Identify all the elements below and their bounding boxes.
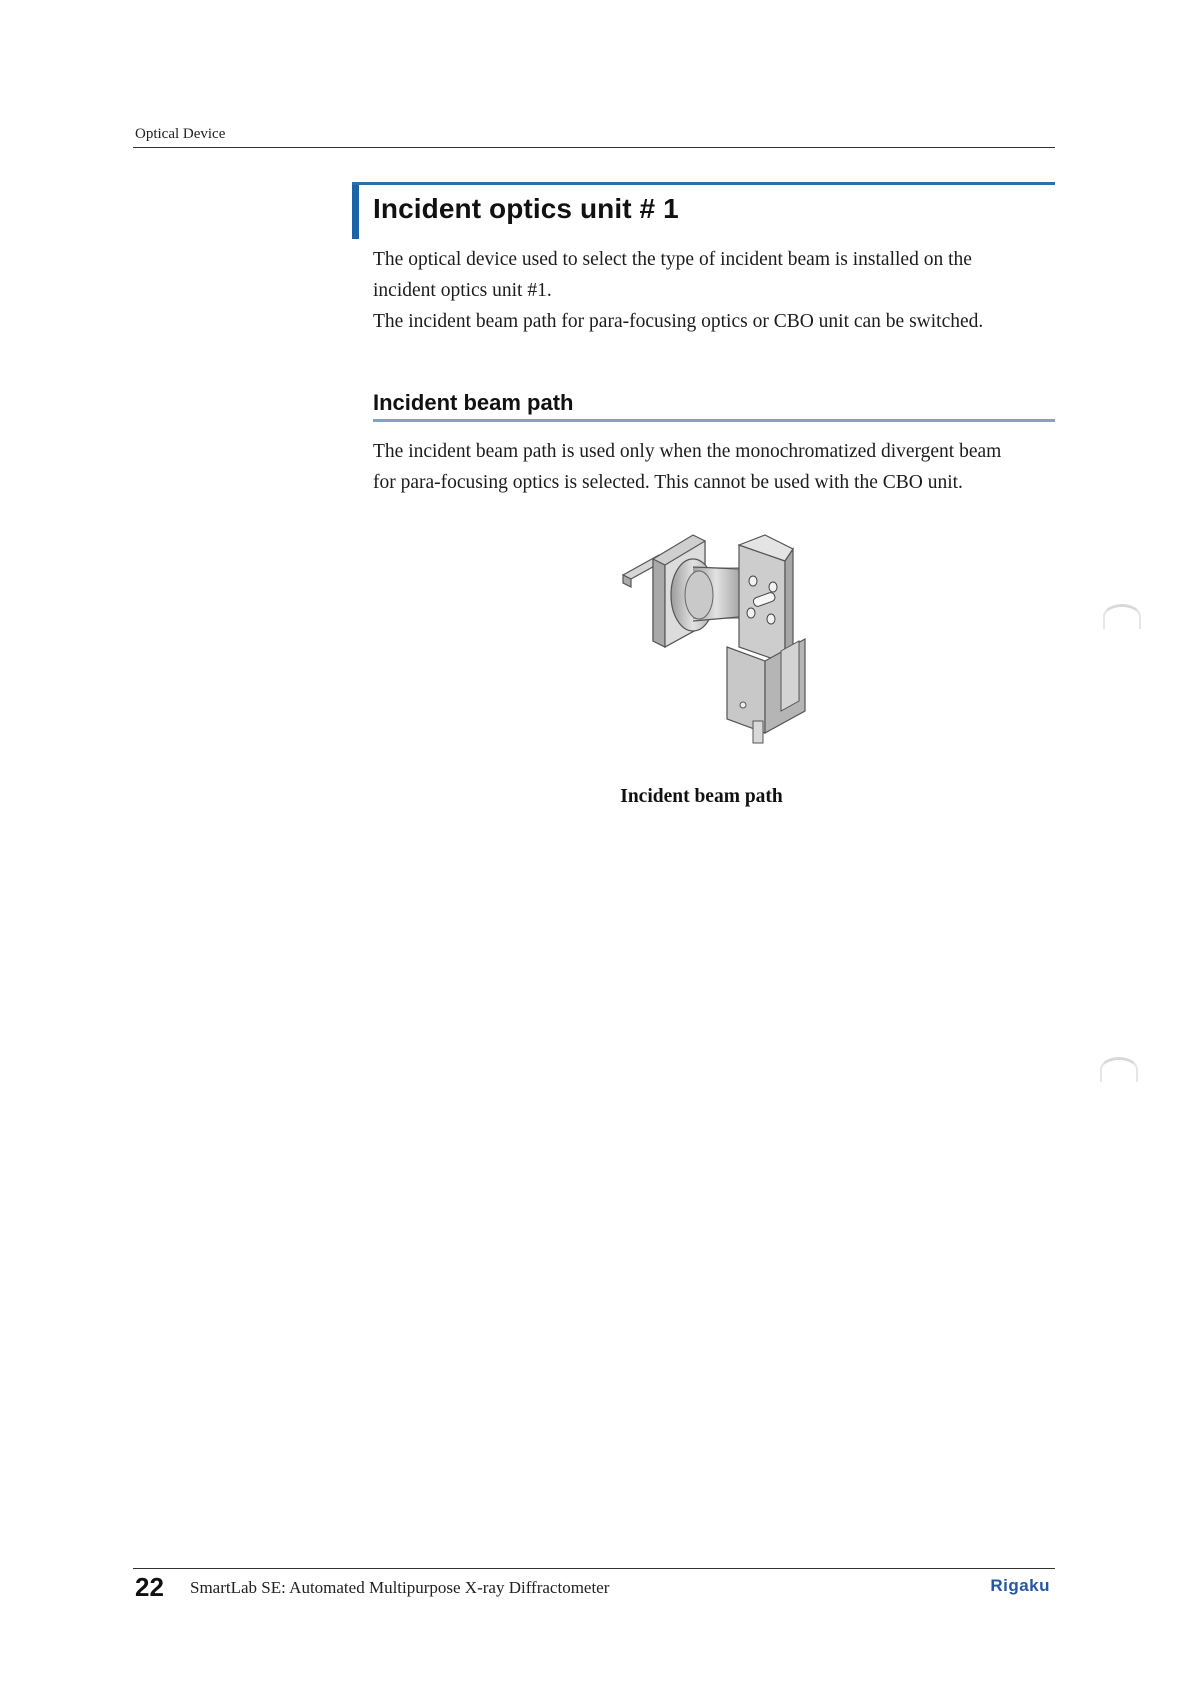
page-number: 22: [135, 1572, 164, 1602]
header-rule: [133, 147, 1055, 148]
brand-logo: Rigaku: [990, 1576, 1050, 1595]
section-rule: [352, 182, 1055, 185]
subsection-paragraph: [373, 436, 1055, 498]
paragraph-line: The incident beam path is used only when the monochromatized divergent beam: [373, 441, 1002, 462]
subsection-rule: [373, 419, 1055, 422]
binder-hole: [1103, 604, 1141, 629]
footer-title: SmartLab SE: Automated Multipurpose X-ray Diffractometer: [190, 1578, 610, 1597]
section-paragraph: [373, 244, 1055, 337]
incident-beam-path-illustration: [615, 515, 820, 750]
paragraph-line: The incident beam path for para-focusing optics or CBO unit can be switched.: [373, 311, 984, 332]
paragraph-line: incident optics unit #1.: [373, 280, 552, 301]
paragraph-line: The optical device used to select the type of incident beam is installed on the: [373, 249, 972, 270]
binder-hole: [1100, 1057, 1138, 1082]
subsection-title: Incident beam path: [373, 390, 574, 415]
footer-rule: [133, 1568, 1055, 1569]
section-accent-bar: [352, 185, 359, 239]
section-title: Incident optics unit # 1: [373, 193, 679, 224]
running-head: Optical Device: [135, 126, 226, 142]
paragraph-line: for para-focusing optics is selected. This cannot be used with the CBO unit.: [373, 472, 963, 493]
figure-caption: Incident beam path: [620, 786, 783, 807]
